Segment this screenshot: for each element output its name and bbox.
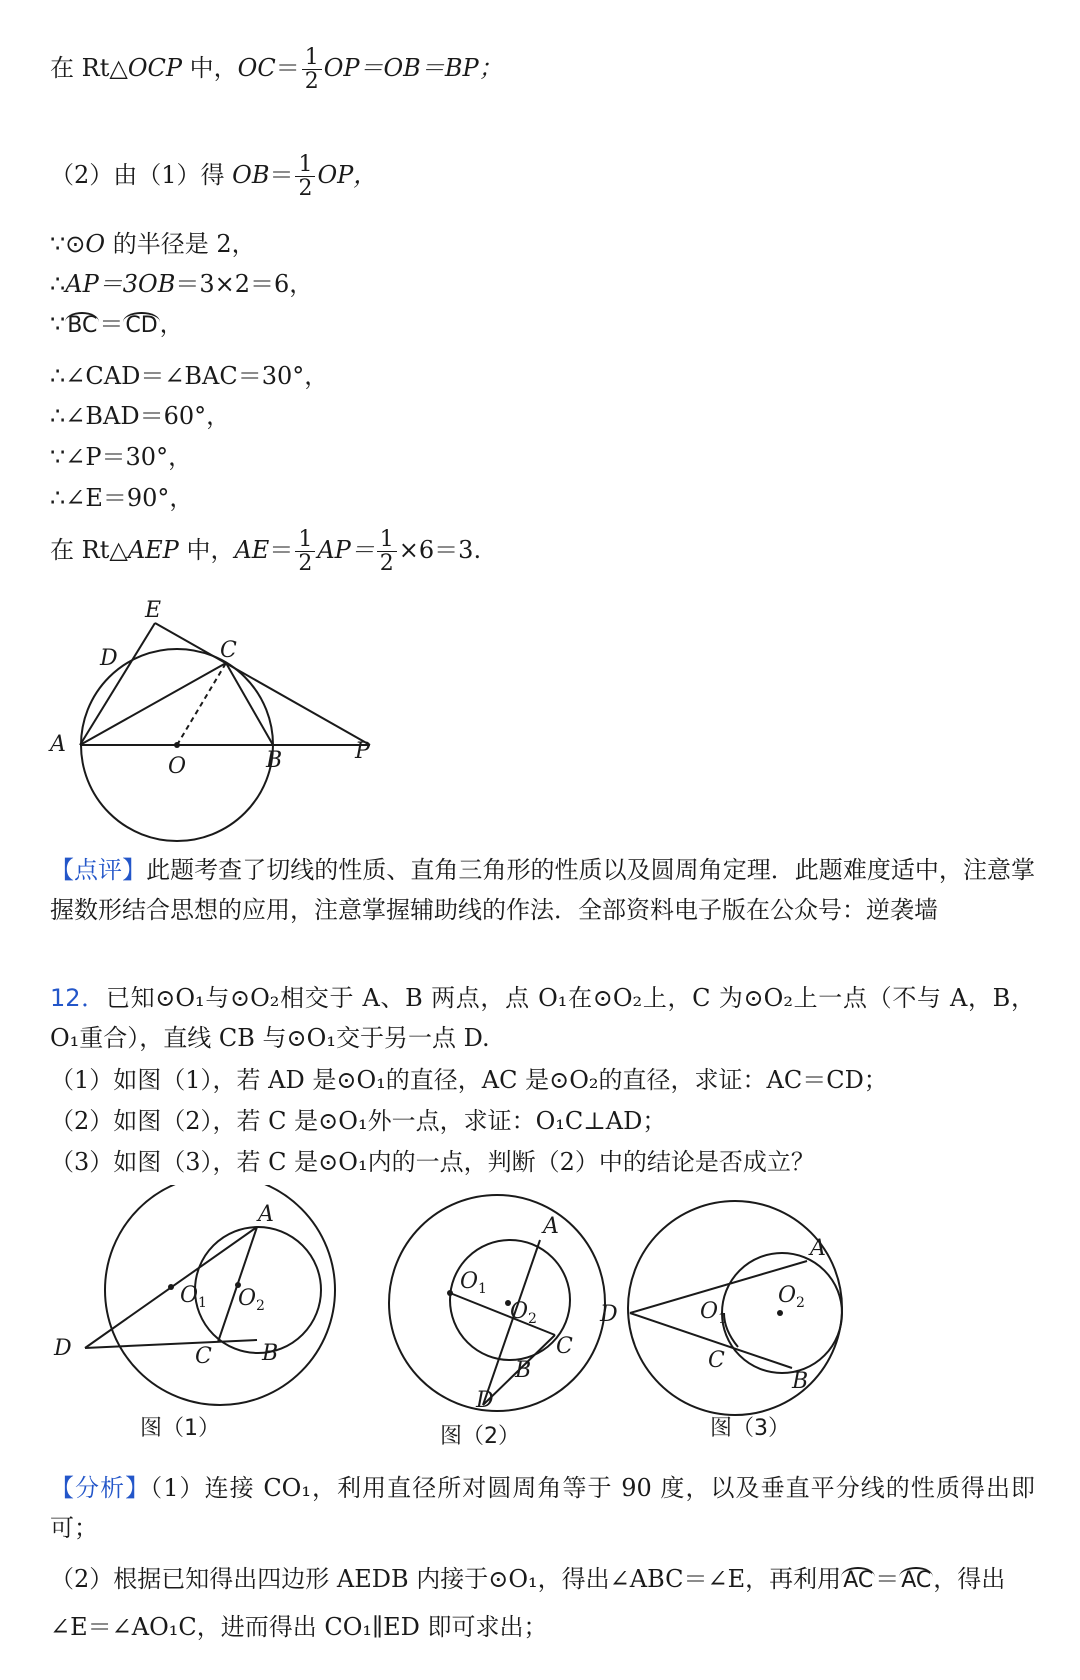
text: ∴∠E＝90°， xyxy=(50,484,194,512)
circle-o2 xyxy=(195,1227,321,1353)
text: ＝ xyxy=(275,54,300,83)
analysis-text-1: （1）连接 CO₁，利用直径所对圆周角等于 90 度，以及垂直平分线的性质得出即可； xyxy=(50,1474,1035,1542)
text: AEP xyxy=(127,536,179,565)
label-o1-text: O xyxy=(180,1283,199,1308)
label-o2 xyxy=(778,1283,805,1311)
problem-12-stem xyxy=(50,978,1035,1058)
segment-cb xyxy=(226,663,273,745)
circle-o1 xyxy=(105,1185,335,1405)
solution-line-3 xyxy=(50,230,256,259)
label-b: B xyxy=(792,1369,809,1394)
solution-line-9 xyxy=(50,484,193,513)
fraction-half xyxy=(295,153,315,200)
segment-ac xyxy=(80,663,226,745)
solution-line-1 xyxy=(50,46,503,93)
arc-symbol: BC xyxy=(67,313,98,338)
label-o1-sub: 1 xyxy=(198,1295,207,1311)
label-o2-text: O xyxy=(510,1299,529,1324)
geometry-figures-row xyxy=(40,1185,1040,1470)
circle-o1 xyxy=(389,1195,605,1411)
solution-line-8 xyxy=(50,443,192,472)
label-c: C xyxy=(220,638,237,663)
circle-symbol: ⊙ xyxy=(65,230,86,258)
figure-2 xyxy=(389,1195,605,1449)
label-o1-sub: 1 xyxy=(718,1311,727,1327)
label-o1 xyxy=(460,1269,487,1297)
analysis-tag: 【分析】 xyxy=(50,1474,151,1502)
point-o xyxy=(174,742,180,748)
text: 在 Rt△ xyxy=(50,536,128,565)
fraction-half xyxy=(302,46,322,93)
text: ＝ xyxy=(269,161,294,190)
text: ∴ xyxy=(50,270,66,298)
text: 在 Rt△ xyxy=(50,54,128,83)
fraction-denominator: 2 xyxy=(298,176,313,202)
fraction-half xyxy=(295,528,315,575)
fraction-half xyxy=(377,528,397,575)
text: 中， xyxy=(182,54,238,83)
caption-figure-1: 图（1） xyxy=(140,1416,220,1441)
segment-ae xyxy=(80,623,155,745)
text: O xyxy=(85,230,106,258)
text: （2）由（1）得 xyxy=(50,161,233,190)
label-o2-text: O xyxy=(778,1283,797,1308)
comment-tag: 【点评】 xyxy=(50,856,147,884)
solution-line-10 xyxy=(50,528,481,575)
text: AP＝3OB xyxy=(65,270,176,298)
fraction-denominator: 2 xyxy=(298,551,313,577)
text: ＝ xyxy=(99,310,124,338)
label-p: P xyxy=(355,739,370,764)
label-d: D xyxy=(600,1302,618,1327)
arc-symbol: AC xyxy=(843,1568,874,1593)
text: OC xyxy=(237,54,276,83)
label-d: D xyxy=(476,1388,494,1413)
solution-line-7 xyxy=(50,402,230,431)
label-b: B xyxy=(266,748,283,773)
text: ＝ xyxy=(875,1565,900,1593)
solution-line-5 xyxy=(50,310,184,339)
point-o2 xyxy=(777,1310,783,1316)
label-o2 xyxy=(238,1286,265,1314)
label-b: B xyxy=(262,1341,279,1366)
text: OCP xyxy=(127,54,182,83)
text: OP， xyxy=(317,161,378,190)
arc-symbol: CD xyxy=(125,313,158,338)
label-o1-text: O xyxy=(460,1269,479,1294)
label-o: O xyxy=(168,754,187,779)
point-o1 xyxy=(447,1290,453,1296)
label-o2-sub: 2 xyxy=(528,1311,537,1327)
fraction-numerator: 1 xyxy=(377,528,397,552)
arc-symbol: AC xyxy=(901,1568,932,1593)
text: OP＝OB＝BP； xyxy=(323,54,503,83)
segment-oc-dashed xyxy=(177,663,226,745)
problem-12-q3 xyxy=(50,1148,815,1177)
text: （3）如图（3），若 C 是⊙O₁内的一点，判断（2）中的结论是否成立？ xyxy=(50,1148,815,1176)
figure-3 xyxy=(599,1201,842,1441)
point-o1 xyxy=(168,1284,174,1290)
figure-1 xyxy=(53,1185,335,1441)
geometry-figure-circle-tangent xyxy=(40,595,400,855)
label-o2-text: O xyxy=(238,1286,257,1311)
label-a: A xyxy=(543,1214,559,1239)
label-a: A xyxy=(50,732,66,757)
text: ∵∠P＝30°， xyxy=(50,443,193,471)
text: OB xyxy=(232,161,270,190)
text: （2）如图（2），若 C 是⊙O₁外一点，求证：O₁C⊥AD； xyxy=(50,1107,667,1135)
label-o1-text: O xyxy=(700,1299,719,1324)
problem-12-q1 xyxy=(50,1066,888,1095)
label-e: E xyxy=(145,598,162,623)
text: ＝ xyxy=(269,536,294,565)
label-o1-sub: 1 xyxy=(478,1281,487,1297)
label-o1 xyxy=(180,1283,207,1311)
analysis-line-3 xyxy=(50,1613,548,1642)
fraction-denominator: 2 xyxy=(304,69,319,95)
text: AE xyxy=(234,536,270,565)
comment-paragraph xyxy=(50,850,1035,930)
fraction-numerator: 1 xyxy=(295,153,315,177)
text: ×6＝3. xyxy=(398,536,482,565)
text: ， xyxy=(159,310,184,338)
label-a: A xyxy=(258,1202,274,1227)
label-c: C xyxy=(556,1334,573,1359)
label-o2-sub: 2 xyxy=(796,1295,805,1311)
text: ∵ xyxy=(50,310,66,338)
label-o2-sub: 2 xyxy=(256,1298,265,1314)
segment-o1c xyxy=(450,1293,555,1335)
analysis-paragraph-1 xyxy=(50,1468,1035,1548)
fraction-numerator: 1 xyxy=(302,46,322,70)
label-d: D xyxy=(54,1336,72,1361)
text: 的半径是 2， xyxy=(105,230,256,258)
solution-line-6 xyxy=(50,362,328,391)
problem-stem: 已知⊙O₁与⊙O₂相交于 A、B 两点，点 O₁在⊙O₂上，C 为⊙O₂上一点（不与 A，B，O₁重合），直线 CB 与⊙O₁交于另一点 D. xyxy=(50,984,1035,1052)
text: ∠E＝∠AO₁C，进而得出 CO₁∥ED 即可求出； xyxy=(50,1613,548,1641)
text: （1）如图（1），若 AD 是⊙O₁的直径，AC 是⊙O₂的直径，求证：AC＝CD； xyxy=(50,1066,888,1094)
text: （2）根据已知得出四边形 AEDB 内接于⊙O₁，得出∠ABC＝∠E，再利用 xyxy=(50,1565,842,1593)
label-a: A xyxy=(810,1236,826,1261)
problem-number: 12． xyxy=(50,984,106,1012)
label-c: C xyxy=(195,1344,212,1369)
label-c: C xyxy=(708,1348,725,1373)
text: ∴∠BAD＝60°， xyxy=(50,402,231,430)
circle-o1 xyxy=(628,1201,842,1415)
fraction-numerator: 1 xyxy=(295,528,315,552)
caption-figure-2: 图（2） xyxy=(440,1424,520,1449)
label-d: D xyxy=(100,646,118,671)
text: AP＝ xyxy=(317,536,375,565)
comment-text: 此题考查了切线的性质、直角三角形的性质以及圆周角定理．此题难度适中，注意掌握数形结合思想的应用，注意掌握辅助线的作法．全部资料电子版在公众号：逆袭墙 xyxy=(50,856,1036,924)
text: ＝3×2＝6， xyxy=(175,270,314,298)
caption-figure-3: 图（3） xyxy=(710,1416,790,1441)
solution-line-2 xyxy=(50,153,377,200)
analysis-line-2 xyxy=(50,1565,1005,1594)
text: ∵ xyxy=(50,230,66,258)
problem-12-q2 xyxy=(50,1107,666,1136)
text: ，得出 xyxy=(933,1565,1006,1593)
label-o2 xyxy=(510,1299,537,1327)
text: ∴∠CAD＝∠BAC＝30°， xyxy=(50,362,329,390)
label-b: B xyxy=(515,1358,532,1383)
fraction-denominator: 2 xyxy=(379,551,394,577)
solution-line-4 xyxy=(50,270,313,299)
text: 中， xyxy=(178,536,235,565)
